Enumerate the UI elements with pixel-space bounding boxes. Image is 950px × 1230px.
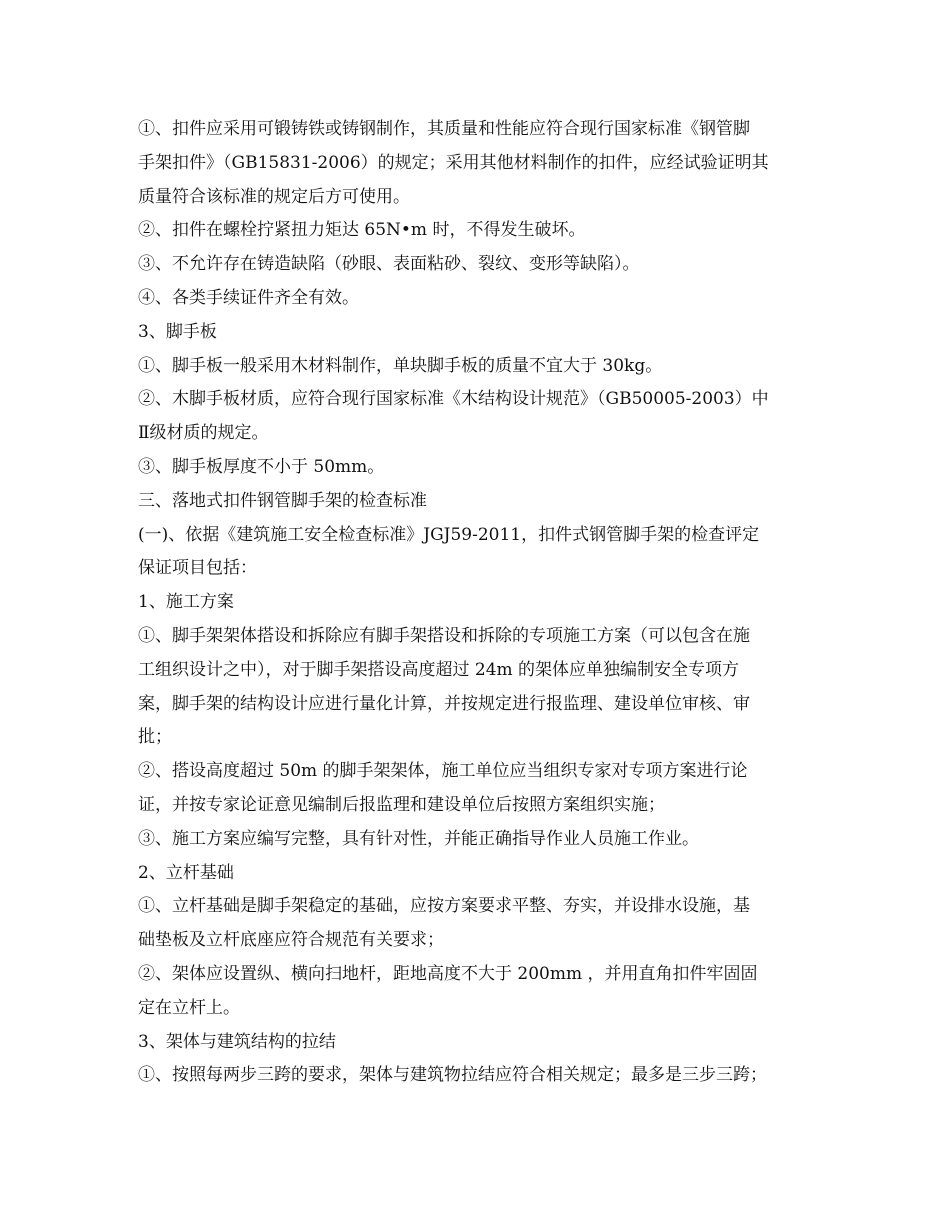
text-line: ①、扣件应采用可锻铸铁或铸钢制作，其质量和性能应符合现行国家标准《钢管脚 <box>138 119 750 139</box>
text-line: 手架扣件》（GB15831-2006）的规定；采用其他材料制作的扣件，应经试验证明其 <box>138 152 769 173</box>
section-heading: 2、立杆基础 <box>138 862 234 883</box>
section-heading: 三、落地式扣件钢管脚手架的检查标准 <box>138 490 427 511</box>
text-line: 案，脚手架的结构设计应进行量化计算，并按规定进行报监理、建设单位审核、审 <box>138 693 750 714</box>
text-line: ①、按照每两步三跨的要求，架体与建筑物拉结应符合相关规定；最多是三步三跨； <box>138 1065 767 1086</box>
text-line: ④、各类手续证件齐全有效。 <box>138 287 359 308</box>
text-line: 础垫板及立杆底座应符合规范有关要求； <box>138 930 444 951</box>
text-line: ②、扣件在螺栓拧紧扭力矩达 65N•m 时，不得发生破坏。 <box>138 220 586 241</box>
text-line: 保证项目包括： <box>138 558 257 579</box>
text-line: ②、架体应设置纵、横向扫地杆，距地高度不大于 200mm ，并用直角扣件牢固固 <box>138 963 758 984</box>
text-line: 工组织设计之中），对于脚手架搭设高度超过 24m 的架体应单独编制安全专项方 <box>138 659 740 680</box>
text-line: ③、不允许存在铸造缺陷（砂眼、表面粘砂、裂纹、变形等缺陷）。 <box>138 254 640 275</box>
text-line: 批； <box>138 727 172 748</box>
section-heading: 1、施工方案 <box>138 592 234 613</box>
document-body <box>138 113 820 1093</box>
text-line: 证，并按专家论证意见编制后报监理和建设单位后按照方案组织实施； <box>138 794 665 815</box>
text-line: 质量符合该标准的规定后方可使用。 <box>138 186 410 207</box>
text-line: (一)、依据《建筑施工安全检查标准》JGJ59-2011，扣件式钢管脚手架的检查评定 <box>138 524 760 545</box>
section-heading: 3、脚手板 <box>138 321 217 342</box>
text-line: ③、施工方案应编写完整，具有针对性，并能正确指导作业人员施工作业。 <box>138 828 699 849</box>
text-line: ①、脚手板一般采用木材料制作，单块脚手板的质量不宜大于 30kg。 <box>138 355 663 376</box>
text-line: 定在立杆上。 <box>138 997 240 1018</box>
text-line: ②、木脚手板材质，应符合现行国家标准《木结构设计规范》（GB50005-2003）中 <box>138 389 769 410</box>
text-line: ①、脚手架架体搭设和拆除应有脚手架搭设和拆除的专项施工方案（可以包含在施 <box>138 625 750 646</box>
section-heading: 3、架体与建筑结构的拉结 <box>138 1031 336 1052</box>
text-line: ②、搭设高度超过 50m 的脚手架架体，施工单位应当组织专家对专项方案进行论 <box>138 761 748 782</box>
text-line: ①、立杆基础是脚手架稳定的基础，应按方案要求平整、夯实，并设排水设施，基 <box>138 896 750 917</box>
text-line: Ⅱ级材质的规定。 <box>138 423 269 444</box>
text-line: ③、脚手板厚度不小于 50mm。 <box>138 456 385 477</box>
